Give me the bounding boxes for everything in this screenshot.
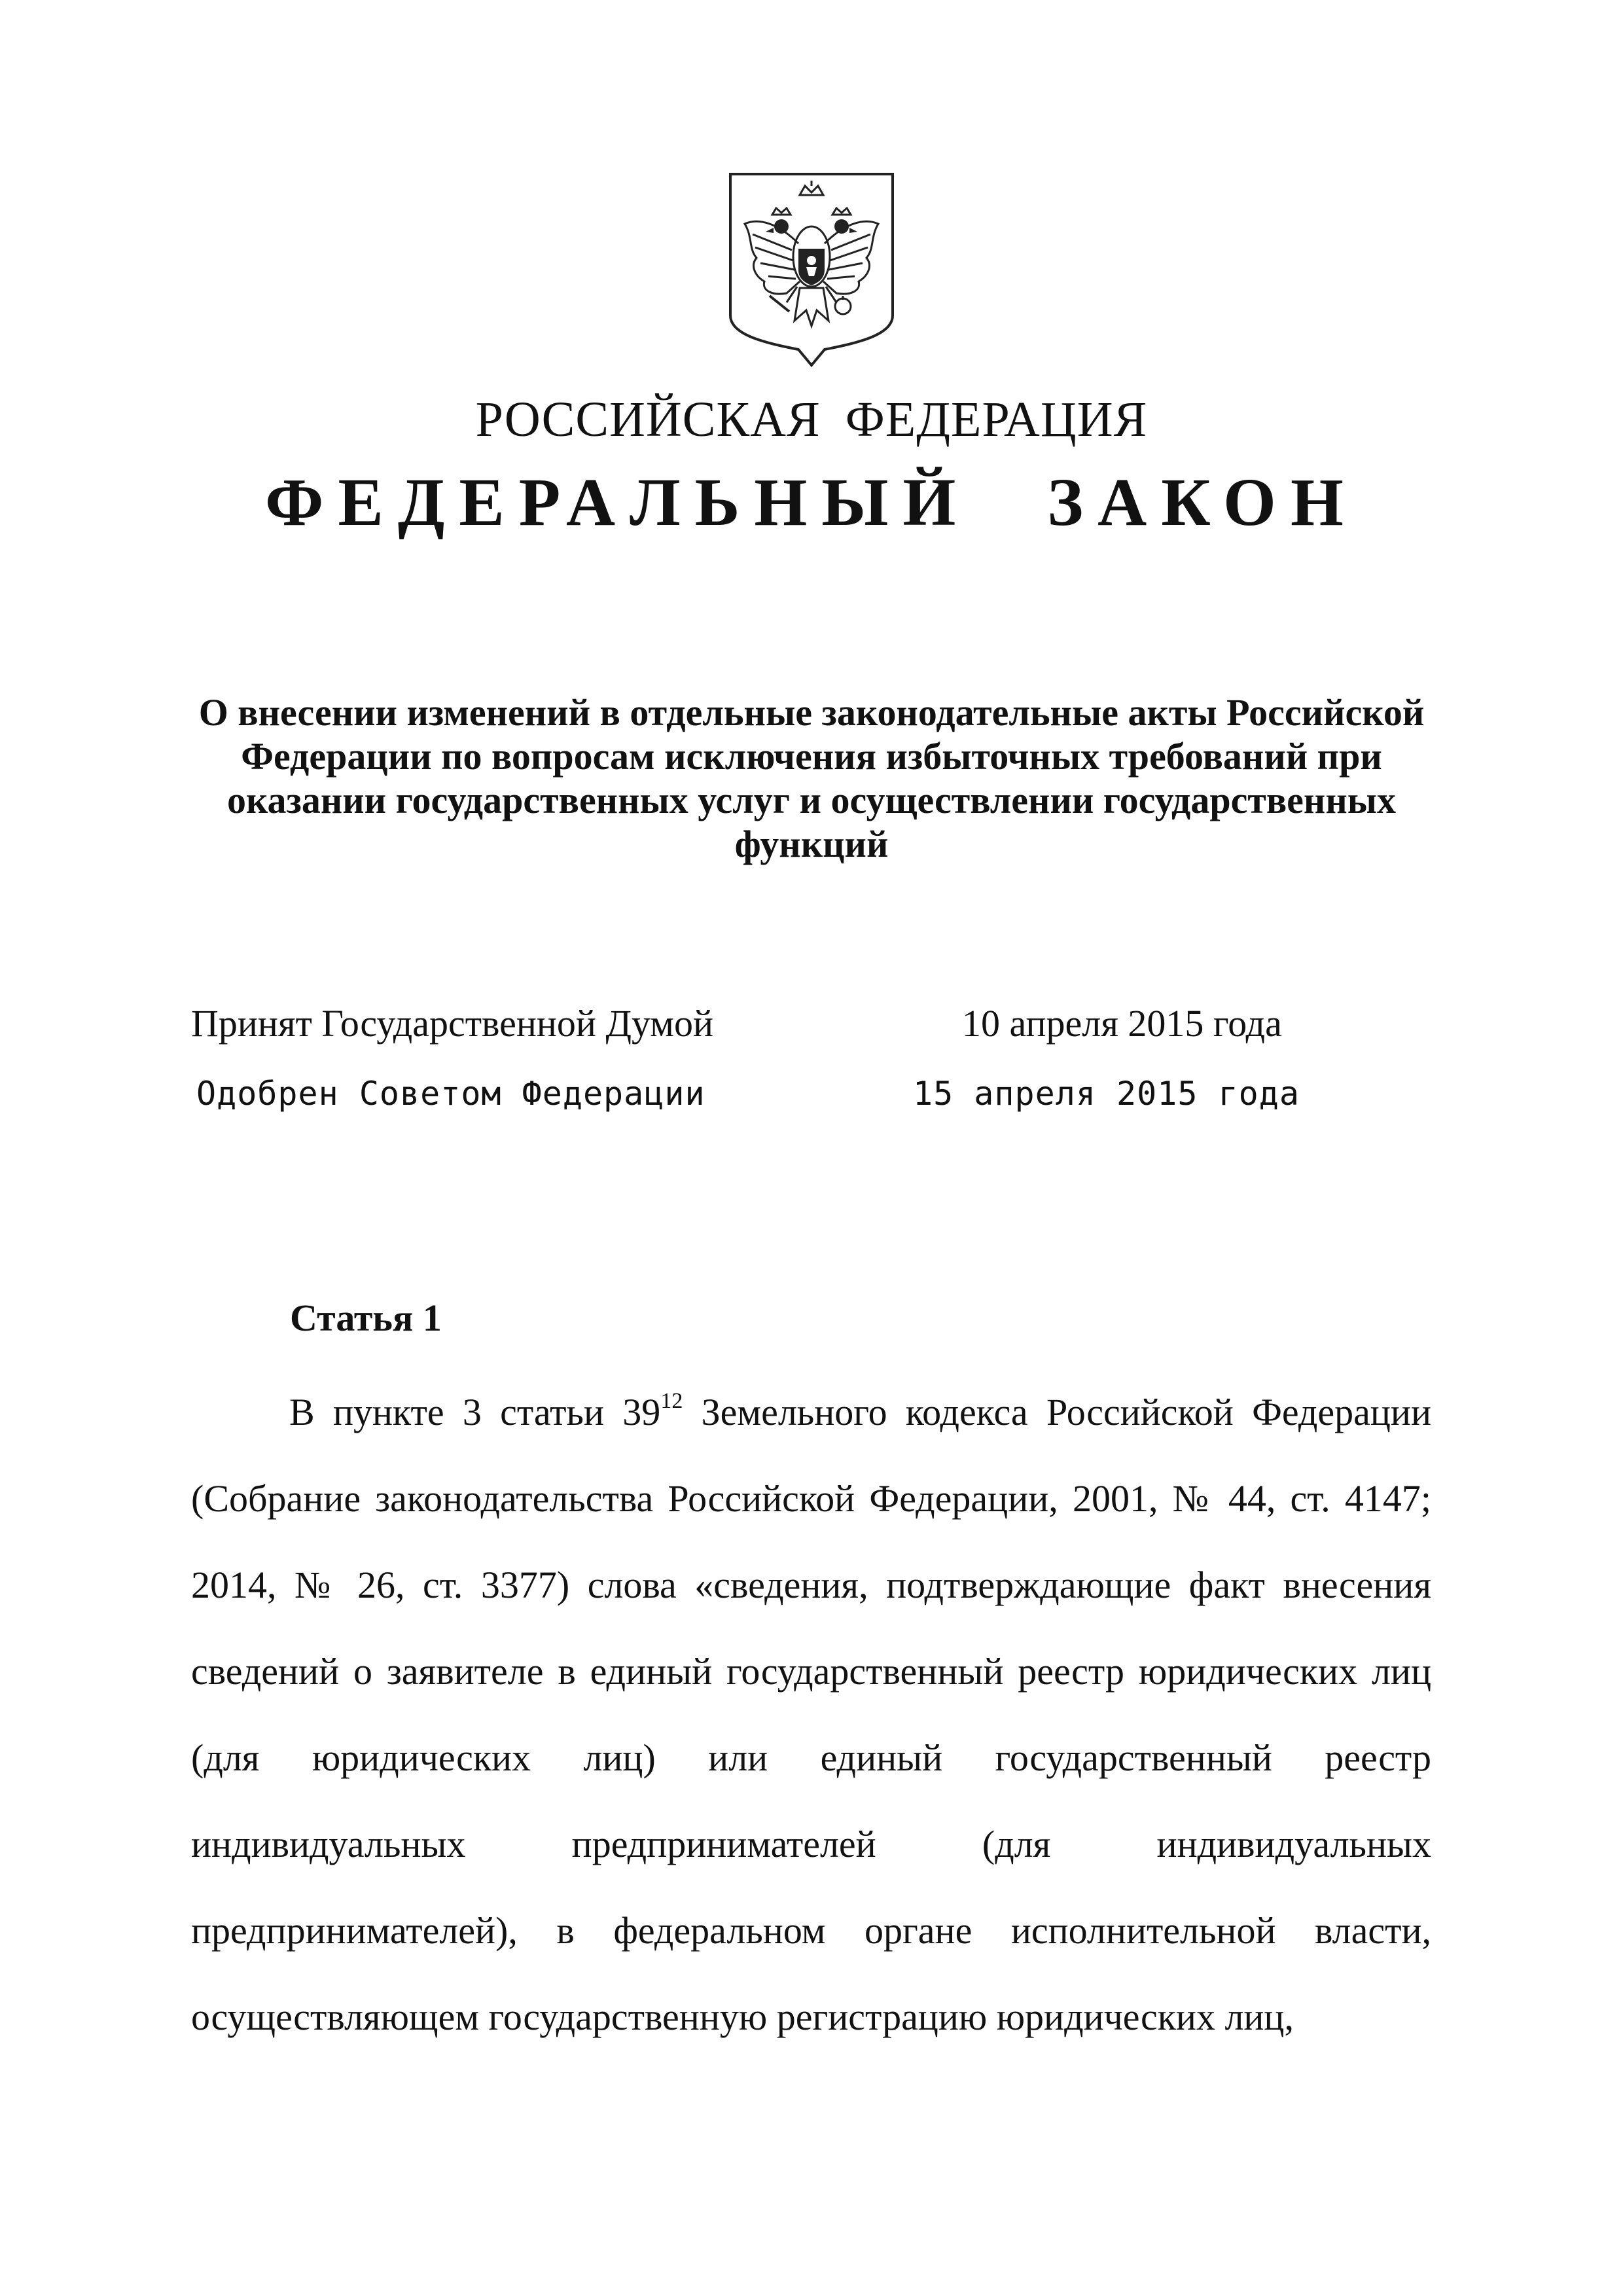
article-1-heading: Статья 1 (290, 1297, 442, 1339)
document-type: ФЕДЕРАЛЬНЫЙ ЗАКОН (265, 465, 1358, 540)
coat-of-arms-icon (726, 171, 897, 368)
article-1-text (191, 1369, 1431, 2060)
article-number-superscript: 12 (660, 1389, 683, 1413)
law-title: О внесении изменений в отдельные законодательные акты Российской Федерации по вопросам исключения избыточных требований при оказании государственных услуг и осуществлении государственных функций (198, 691, 1425, 865)
approved-council-date: 15 апреля 2015 года (913, 1075, 1300, 1113)
adopted-duma-date: 10 апреля 2015 года (962, 1002, 1282, 1045)
approved-council-label: Одобрен Советом Федерации (196, 1075, 705, 1113)
adopted-duma-label: Принят Государственной Думой (191, 1002, 713, 1045)
article-1-text-part1: В пункте 3 статьи 39 (289, 1391, 661, 1433)
article-1-text-part2: Земельного кодекса Российской Федерации (Собрание законодательства Российской Федерации, 2001, № 44, ст. 4147; 2014, № 26, ст. 3377) слова «сведения, подтверждающие факт внесения сведений о заявителе в единый государственный реестр юридических лиц (для юридических лиц) или единый государственный реестр индивидуальных предпринимателей (для индивидуальных предпринимателей), в федеральном органе исполнительной власти, осуществляющем государственную регистрацию юридических лиц, (191, 1391, 1431, 2038)
country-name: РОССИЙСКАЯ ФЕДЕРАЦИЯ (475, 392, 1148, 447)
